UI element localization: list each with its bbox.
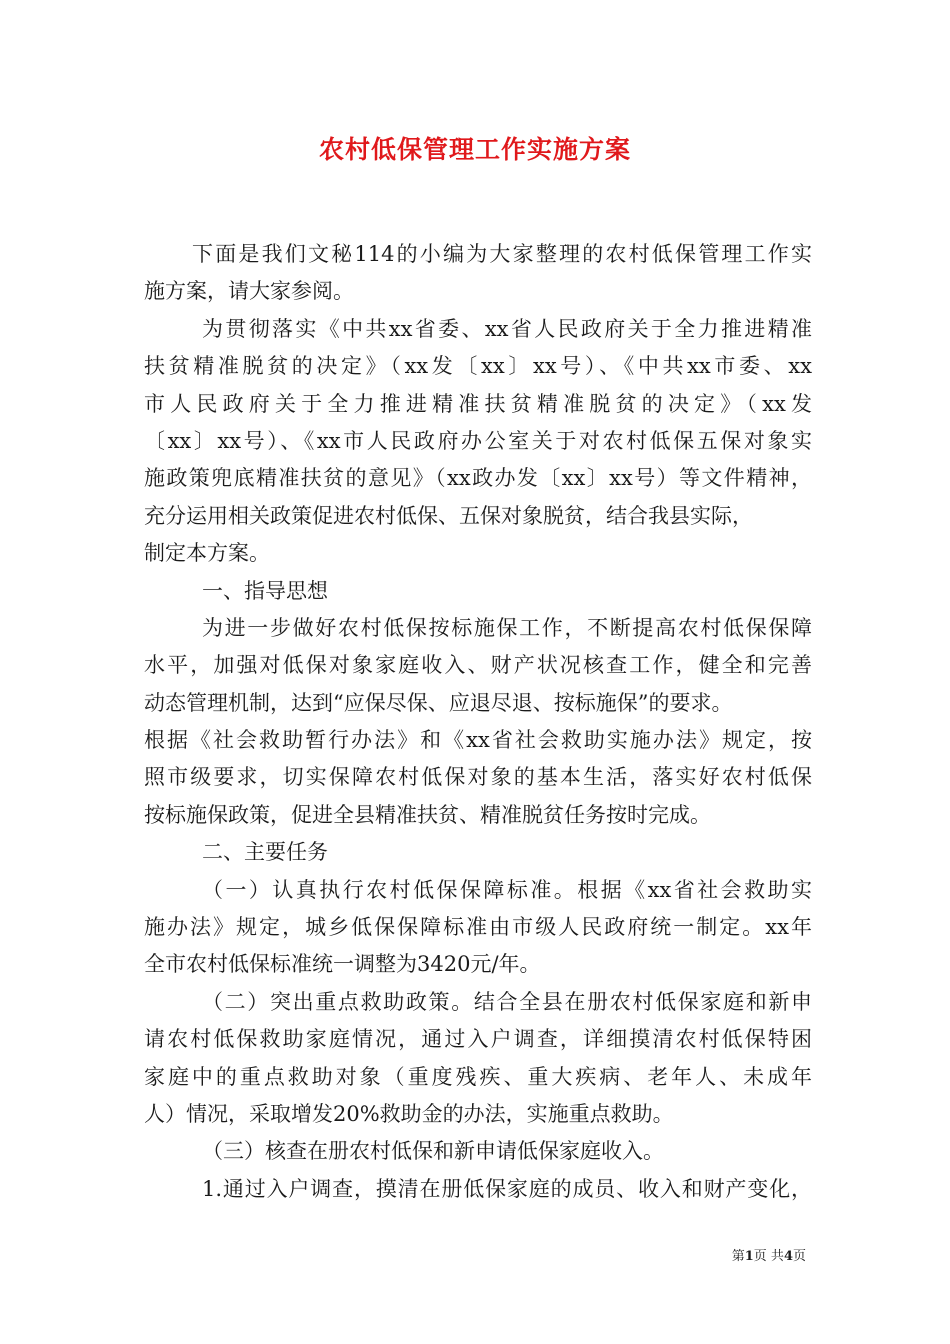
text-line: 请农村低保救助家庭情况，通过入户调查，详细摸清农村低保特困 — [144, 1027, 812, 1052]
text-line: 照市级要求，切实保障农村低保对象的基本生活，落实好农村低保 — [144, 765, 812, 790]
text-line: 下面是我们文秘114的小编为大家整理的农村低保管理工作实 — [192, 242, 812, 266]
text-line: 为贯彻落实《中共xx省委、xx省人民政府关于全力推进精准 — [202, 316, 812, 341]
text-line: 为进一步做好农村低保按标施保工作，不断提高农村低保保障 — [202, 615, 812, 640]
text-line: 根据《社会救助暂行办法》和《xx省社会救助实施办法》规定，按 — [144, 728, 812, 753]
text-line: （二）突出重点救助政策。结合全县在册农村低保家庭和新申 — [202, 989, 812, 1014]
footer-prefix: 第 — [731, 1249, 745, 1264]
text-line: 1.通过入户调查，摸清在册低保家庭的成员、收入和财产变化， — [202, 1176, 812, 1201]
text-line: 充分运用相关政策促进农村低保、五保对象脱贫，结合我县实际， — [144, 503, 753, 528]
text-line: 施办法》规定，城乡低保保障标准由市级人民政府统一制定。xx年 — [144, 915, 812, 940]
text-line: 〔xx〕xx号）、《xx市人民政府办公室关于对农村低保五保对象实 — [144, 428, 812, 453]
footer-page-number: 1 — [744, 1249, 754, 1264]
text-line: 施方案，请大家参阅。 — [144, 279, 354, 304]
text-line: （一）认真执行农村低保保障标准。根据《xx省社会救助实 — [202, 877, 812, 902]
document-body — [144, 236, 812, 1208]
text-line: 家庭中的重点救助对象（重度残疾、重大疾病、老年人、未成年 — [144, 1064, 812, 1089]
footer-suffix: 页 — [792, 1249, 806, 1264]
text-line: （三）核查在册农村低保和新申请低保家庭收入。 — [202, 1139, 664, 1164]
text-line: 市人民政府关于全力推进精准扶贫精准脱贫的决定》（xx发 — [144, 391, 812, 416]
text-line: 制定本方案。 — [144, 541, 270, 566]
document-title: 农村低保管理工作实施方案 — [318, 135, 631, 164]
text-line: 一、指导思想 — [202, 578, 328, 603]
text-line: 按标施保政策，促进全县精准扶贫、精准脱贫任务按时完成。 — [144, 802, 711, 827]
text-line: 扶贫精准脱贫的决定》（xx发〔xx〕xx号）、《中共xx市委、xx — [144, 354, 812, 379]
text-line: 全市农村低保标准统一调整为3420元/年。 — [144, 952, 541, 977]
page-footer — [732, 1247, 806, 1267]
text-line: 人）情况，采取增发20%救助金的办法，实施重点救助。 — [144, 1101, 674, 1126]
footer-middle: 页 共 — [753, 1249, 784, 1264]
text-line: 动态管理机制，达到“应保尽保、应退尽退、按标施保”的要求。 — [144, 690, 733, 715]
text-line: 二、主要任务 — [202, 840, 328, 865]
footer-total-pages: 4 — [783, 1249, 793, 1264]
text-line: 水平，加强对低保对象家庭收入、财产状况核查工作，健全和完善 — [144, 653, 812, 678]
text-line: 施政策兜底精准扶贫的意见》（xx政办发〔xx〕xx号）等文件精神， — [144, 466, 812, 491]
